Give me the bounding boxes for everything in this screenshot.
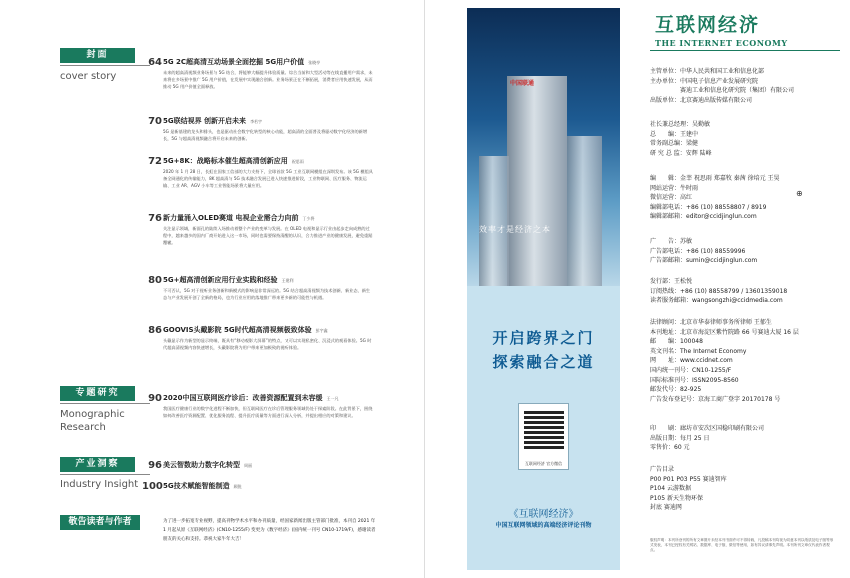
- article-title[interactable]: 新力量涌入OLED赛道 电视企业需合力向前: [163, 214, 299, 222]
- article-title-line: [163, 213, 373, 223]
- article-title[interactable]: 5G 2C超高清互动场景全面挖掘 5G用户价值: [163, 58, 305, 66]
- article-author: 祝思雨: [291, 159, 304, 164]
- article-entry[interactable]: [148, 393, 373, 420]
- info-line: 主办单位：中国电子信息产业发展研究院: [650, 77, 759, 85]
- article-title[interactable]: 2020中国互联网医疗诊后：改善资源配置到未容缓: [163, 394, 323, 402]
- info-line: 赛迪工业和信息化研究院（集团）有限公司: [650, 87, 795, 95]
- article-page-number: 100: [142, 481, 163, 492]
- info-publisher: [650, 67, 840, 105]
- info-line: 出版日期：每月 25 日: [650, 434, 710, 442]
- info-editorial: [650, 174, 840, 222]
- info-line: 邮发代号：82-925: [650, 386, 702, 394]
- qr-pattern: [524, 409, 564, 449]
- info-distribution: [650, 277, 840, 306]
- article-entry[interactable]: [148, 460, 373, 471]
- article-entry[interactable]: [142, 481, 373, 492]
- info-line: P00 P01 P03 P55 赛迪智库: [650, 475, 727, 483]
- ad-magazine-title: 《互联网经济》: [508, 509, 579, 520]
- article-title-line: [163, 156, 373, 166]
- article-entry[interactable]: [148, 213, 373, 246]
- info-advertising: [650, 237, 840, 266]
- divider: [60, 403, 150, 404]
- article-entry[interactable]: [148, 57, 373, 90]
- info-line: 国内统一刊号：CN10-1255/F: [650, 366, 732, 374]
- article-entry[interactable]: [148, 116, 373, 143]
- section-tag-monographic: 专题研究: [60, 386, 135, 401]
- info-management: [650, 120, 840, 158]
- article-title[interactable]: 5G联结视界 创新开启未来: [163, 117, 247, 125]
- info-line: 封底 赛迪网: [650, 504, 682, 512]
- article-title-line: [163, 460, 373, 470]
- qr-caption: 互联网经济 官方微信: [524, 461, 563, 466]
- article-title-line: [163, 275, 373, 285]
- info-line: 广告发布登记号：京海工商广登字 20170178 号: [650, 395, 781, 403]
- building-side: [479, 156, 509, 286]
- article-summary: 5G 是新基建的龙头和排头，也是驱动社会数字化转型的核心动能，超高清的全面普及将驱动数字化经济的新增长，5G 与超高清视频融合将开启未来的创新。: [163, 129, 368, 141]
- ad-subtitle: 中国互联网领域的高端经济评论刊物: [495, 522, 592, 529]
- ad-headline-1: 开启跨界之门: [492, 329, 595, 347]
- building-tower: [507, 76, 567, 286]
- article-page-number: 90: [148, 393, 162, 404]
- article-summary: 未来的超高清视频业务场景与 5G 结合，将能够大幅提升体验质量。综合当前和大型活动等在线直播用户需求，未来将在多场景中推广 5G 用户价值，在发展中实现融合创新。业务场景正在不断拓展，消费者应用快速发展，从而推动 5G 用户价值全面释放。: [163, 70, 373, 89]
- section-en-industry: Industry Insight: [60, 479, 139, 490]
- article-entry[interactable]: [148, 325, 373, 352]
- info-line: 微信运营：高红: [650, 194, 693, 202]
- info-line: 印 刷：廊坊市安次区国稳印刷有限公司: [650, 425, 765, 432]
- article-entry[interactable]: [148, 156, 373, 189]
- masthead-en: THE INTERNET ECONOMY: [655, 38, 788, 48]
- article-page-number: 76: [148, 213, 162, 224]
- article-entry[interactable]: [148, 275, 373, 302]
- info-ad-index: [650, 465, 840, 513]
- article-page-number: 72: [148, 156, 162, 167]
- article-title[interactable]: 5G技术赋能智能制造: [163, 482, 230, 490]
- section-en-monographic-2: Research: [60, 422, 106, 433]
- building-sign: 中国联通: [510, 80, 535, 87]
- ad-slogan: 效率才是经济之本: [479, 225, 551, 234]
- masthead-title: 互联网经济: [655, 14, 761, 36]
- info-line: P105 新天生物环保: [650, 494, 703, 502]
- info-line: 广告部电话：+86 (10) 88559996: [650, 247, 746, 255]
- article-author: 丁少将: [302, 216, 315, 221]
- info-line: 主管单位：中华人民共和国工业和信息化部: [650, 68, 765, 75]
- info-line: 订阅热线：+86 (10) 88558799 / 13601359018: [650, 287, 788, 295]
- ad-panel: [467, 8, 620, 570]
- info-line: 广 告：苏敏: [650, 238, 693, 245]
- info-line: 研 究 总 监：安辉 陆峰: [650, 149, 712, 157]
- article-author: 张晓亭: [308, 60, 321, 65]
- info-line: 社长兼总经理：吴勤敏: [650, 121, 711, 128]
- article-summary: 头戴显示作为新型的显示终端，既具有“移动观影大屏幕”的特点，又可以实现私密化、沉浸式的观看体验。5G 时代超高清视频内容快速增长，头戴影院将为用户带来更加极致的视听体验。: [163, 338, 372, 350]
- info-line: 编辑部电话：+86 (10) 88558807 / 8919: [650, 203, 767, 211]
- notice-text: 为了进一步拓宽专业视野，提高刊物学术水平和办刊质量，经国家新闻出版主管部门批准，本刊自 2021 年 1 月起从原《互联网经济》(CN10-1255/F) 变更为《数字经济》(国内统一刊号 CN10-1719/F)，感谢读者朋友的关心和支持。恭祝大家牛年大吉！: [163, 519, 376, 542]
- article-author: 王一凡: [326, 396, 339, 401]
- info-line: 广告部邮箱：sumin@ccidjinglun.com: [650, 257, 758, 265]
- article-summary: 关注显示领域，新面孔的陆续入场推动着整个产业的变革与发展。在 OLED 电视和显示行业由起步走向成熟的过程中，越来越多的国内厂商开始进入这一市场，同时也需要保持清醒的认识，合力推进产业的健康发展，避免重蹈覆辙。: [163, 226, 373, 245]
- info-line: 邮 编：100048: [650, 338, 703, 346]
- article-page-number: 96: [148, 460, 162, 471]
- divider: [60, 474, 150, 475]
- info-line: 总 编：王建中: [650, 130, 699, 138]
- info-line: 发行部：王松悦: [650, 278, 693, 285]
- info-line: 网 址：www.ccidnet.com: [650, 357, 733, 365]
- article-page-number: 70: [148, 116, 162, 127]
- article-page-number: 80: [148, 275, 162, 286]
- article-title[interactable]: 美云智数助力数字化转型: [163, 461, 240, 469]
- info-line: 编辑部邮箱：editor@ccidjinglun.com: [650, 213, 757, 221]
- info-line: 出版单位：北京赛迪出版传媒有限公司: [650, 96, 753, 104]
- section-en-monographic-1: Monographic: [60, 409, 125, 420]
- info-line: 常务副总编：梁健: [650, 140, 699, 148]
- divider: [60, 65, 150, 66]
- info-printing: [650, 424, 840, 453]
- info-line: 国际标准刊号：ISSN2095-8560: [650, 376, 739, 384]
- article-title-line: [163, 57, 373, 67]
- building-photo: [467, 8, 620, 286]
- article-page-number: 64: [148, 57, 162, 68]
- info-line: 法律顾问：北京市华泰律师事务所律师 王郁生: [650, 319, 772, 326]
- section-tag-cover: 封面: [60, 48, 135, 63]
- info-line: 网站运营：牛时雨: [650, 184, 699, 192]
- article-summary: 不可否认，5G 对于视听业务创新和新模式的影响是非常深远的。5G 结合超高清视频为技术创新、新业态、新生态与产业发展开创了全新的格局，也为行业应用的落地推广带来更多新的可能性与机遇。: [163, 288, 371, 300]
- article-title[interactable]: GOOVIS头戴影院 5G时代超高清视频极致体验: [163, 326, 312, 334]
- info-line: P104 云游数据: [650, 485, 691, 493]
- article-summary: 2020 年 1 月 28 日，长虹在国家工信部的大力支持下，全球首款 5G 工业互联网模组在深圳发布。该 5G 模组具备全网通化的传输能力，8K 超高清与 5G 技术融合发展已进入快速推进阶段，工业物联网、医疗服务、物流运输、工业 AR、AGV 小车等工业智能场景将大量应用。: [163, 169, 373, 188]
- building-side: [567, 136, 602, 286]
- article-title[interactable]: 5G+超高清创新应用行业实践和经验: [163, 276, 278, 284]
- info-line: 广告目录: [650, 466, 675, 473]
- article-summary: 我国医疗健康行业的数字化进程不断加快，但互联网医疗在诊后管理服务领域仍处于探索阶段。在此背景下，围绕如何改善医疗资源配置、优化服务流程、提升医疗质量等方面进行深入分析，并提出相应的对策和建议。: [163, 406, 373, 418]
- article-page-number: 86: [148, 325, 162, 336]
- masthead-rule: [650, 50, 840, 51]
- info-line: 编 辑：金莘 祝思雨 郑嘉牧 秦茜 徐培元 王昊: [650, 175, 780, 182]
- article-title-line: [163, 481, 373, 491]
- info-line: 本刊地址：北京市海淀区紫竹院路 66 号赛迪大厦 16 层: [650, 328, 799, 336]
- section-tag-industry: 产业洞察: [60, 457, 135, 472]
- section-tag-notice: 敬告读者与作者: [60, 515, 140, 530]
- qr-code: [518, 403, 569, 470]
- article-author: 周丽: [244, 463, 252, 468]
- article-title-line: [163, 116, 373, 126]
- copyright-notice: 版权声明：本刊所登刊的所有文章图片未经本刊书面许可不得转载，凡投稿本刊均视为同意本刊以纸质及电子版等形式发表，本刊已授权有关网站、数据库、电子版、微信等使用，如有异议请事先声明。本刊所刊文章仅代表作者观点。: [650, 538, 834, 552]
- section-en-cover: cover story: [60, 71, 117, 82]
- article-title-line: [163, 325, 373, 335]
- article-author: 李若宇: [250, 119, 263, 124]
- article-title-line: [163, 393, 373, 403]
- info-line: 英文刊名：The Internet Economy: [650, 347, 747, 355]
- article-author: 顾锐: [233, 484, 242, 489]
- cursor-icon: ⊕: [796, 189, 803, 198]
- ad-headline-2: 探索融合之道: [492, 353, 595, 371]
- info-line: 读者服务邮箱：wangsongzhi@ccidmedia.com: [650, 297, 783, 305]
- info-line: 零售价：60 元: [650, 444, 690, 452]
- article-author: 彭宇鑫: [315, 328, 328, 333]
- info-publication: [650, 318, 840, 404]
- article-author: 王建利: [281, 278, 294, 283]
- article-title[interactable]: 5G+8K：战略标本催生超高清创新应用: [163, 157, 288, 165]
